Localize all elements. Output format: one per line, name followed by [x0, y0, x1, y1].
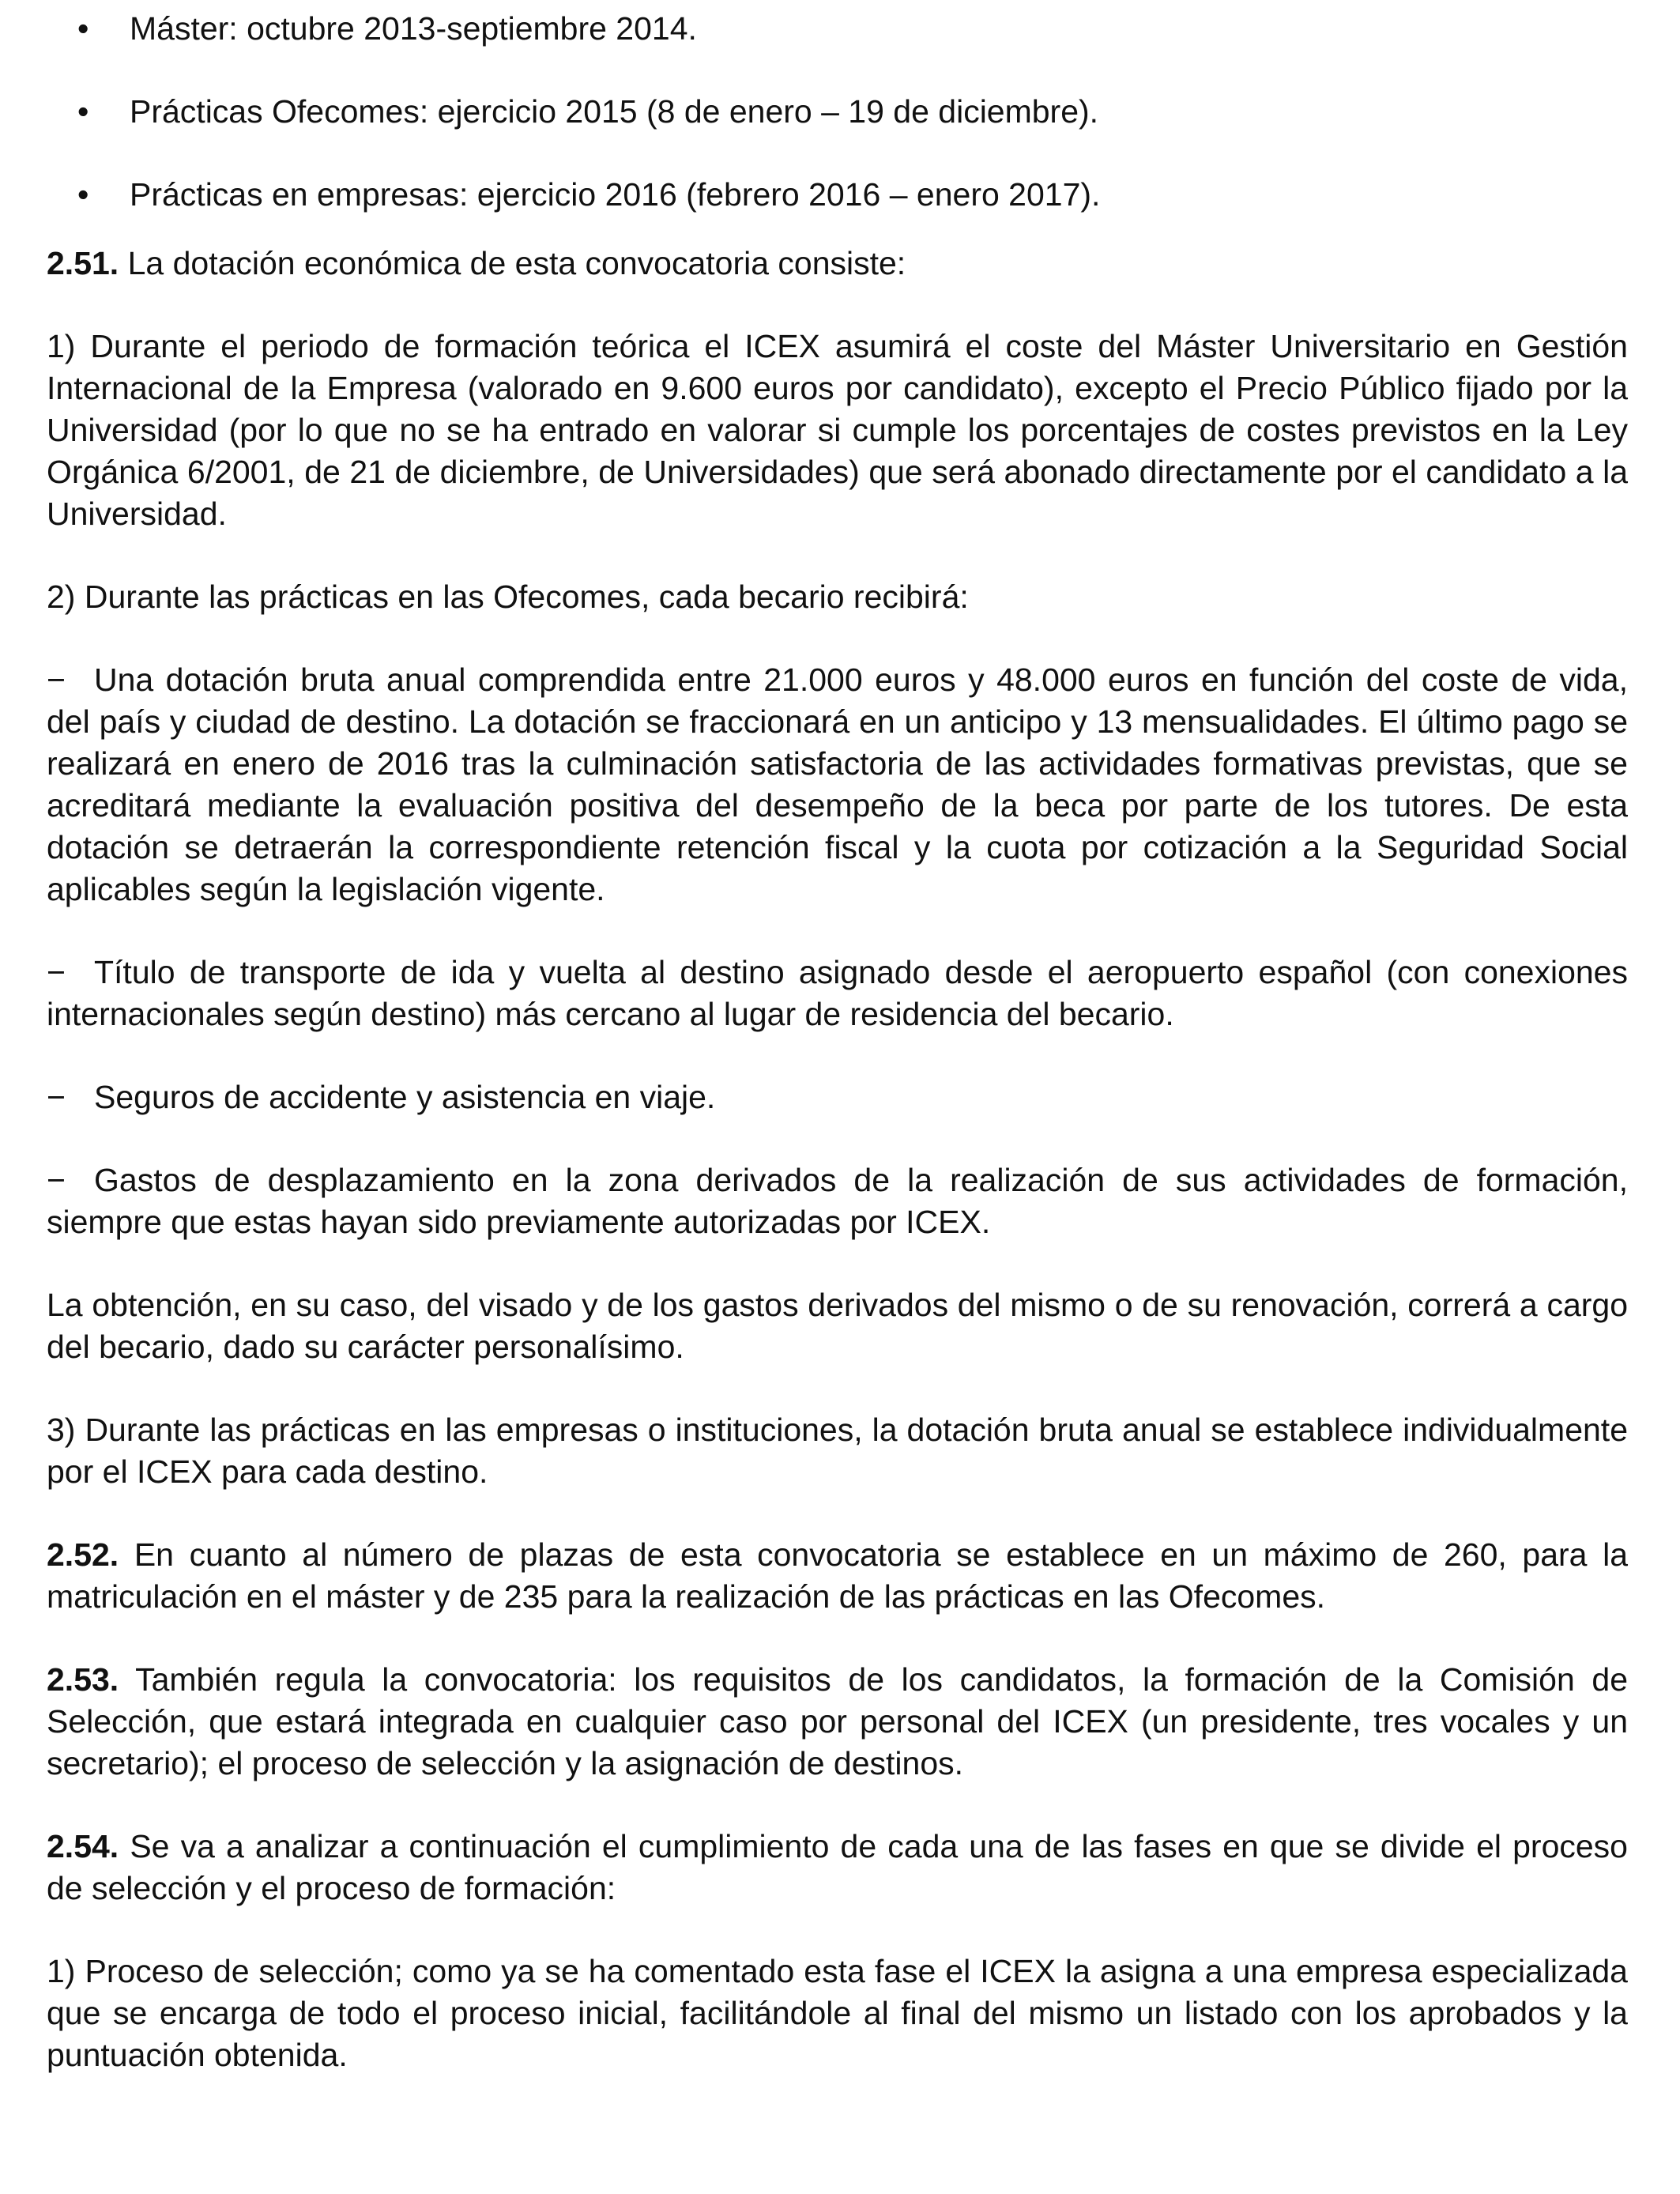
list-item	[47, 174, 1628, 216]
paragraph-practicas-empresas: 3) Durante las prácticas en las empresas o instituciones, la dotación bruta anual se establece individualmente por el ICEX para cada destino.	[47, 1412, 1628, 1490]
section-2-53	[47, 1659, 1628, 1785]
list-item-text: Prácticas Ofecomes: ejercicio 2015 (8 de enero – 19 de diciembre).	[130, 93, 1099, 130]
section-number: 2.52.	[47, 1536, 119, 1573]
dash-icon: −	[47, 662, 66, 698]
dash-icon: −	[47, 1079, 66, 1115]
list-item-text: Máster: octubre 2013-septiembre 2014.	[130, 10, 697, 47]
list-item	[47, 8, 1628, 50]
section-text: Se va a analizar a continuación el cumplimiento de cada una de las fases en que se divide el proceso de selección y el proceso de formación:	[47, 1828, 1628, 1906]
paragraph-proceso-seleccion: 1) Proceso de selección; como ya se ha comentado esta fase el ICEX la asigna a una empresa especializada que se encarga de todo el proceso inicial, facilitándole al final del mismo un listado con los aprobados y la puntuación obtenida.	[47, 1953, 1628, 2073]
bullet-icon: •	[77, 10, 89, 47]
dash-item-text: Título de transporte de ida y vuelta al destino asignado desde el aeropuerto español (con conexiones internacionales según destino) más cercano al lugar de residencia del becario.	[47, 954, 1628, 1032]
list-item-text: Prácticas en empresas: ejercicio 2016 (febrero 2016 – enero 2017).	[130, 176, 1101, 213]
section-text: La dotación económica de esta convocatoria consiste:	[119, 245, 906, 281]
dash-item-transporte	[47, 952, 1628, 1035]
dash-item-text: Una dotación bruta anual comprendida entre 21.000 euros y 48.000 euros en función del coste de vida, del país y ciudad de destino. La dotación se fraccionará en un anticipo y 13 mensualidades. El último pago se realizará en enero de 2016 tras la culminación satisfactoria de las actividades formativas previstas, que se acreditará mediante la evaluación positiva del desempeño de la beca por parte de los tutores. De esta dotación se detraerán la correspondiente retención fiscal y la cuota por cotización a la Seguridad Social aplicables según la legislación vigente.	[47, 662, 1628, 907]
bullet-icon: •	[77, 93, 89, 130]
section-2-52	[47, 1534, 1628, 1618]
dash-icon: −	[47, 954, 66, 990]
paragraph-visado: La obtención, en su caso, del visado y de los gastos derivados del mismo o de su renovación, correrá a cargo del becario, dado su carácter personalísimo.	[47, 1287, 1628, 1365]
section-2-51	[47, 243, 1628, 285]
paragraph-practicas-ofecomes: 2) Durante las prácticas en las Ofecomes, cada becario recibirá:	[47, 579, 969, 615]
section-number: 2.53.	[47, 1661, 119, 1698]
section-number: 2.54.	[47, 1828, 119, 1864]
dash-item-text: Seguros de accidente y asistencia en viaje.	[94, 1079, 716, 1115]
bullet-list	[47, 8, 1628, 216]
paragraph-formacion-teorica: 1) Durante el periodo de formación teórica el ICEX asumirá el coste del Máster Universitario en Gestión Internacional de la Empresa (valorado en 9.600 euros por candidato), excepto el Precio Público fijado por la Universidad (por lo que no se ha entrado en valorar si cumple los porcentajes de costes previstos en la Ley Orgánica 6/2001, de 21 de diciembre, de Universidades) que será abonado directamente por el candidato a la Universidad.	[47, 328, 1628, 532]
section-2-54	[47, 1826, 1628, 1909]
dash-item-text: Gastos de desplazamiento en la zona derivados de la realización de sus actividades de formación, siempre que estas hayan sido previamente autorizadas por ICEX.	[47, 1162, 1628, 1240]
dash-item-gastos	[47, 1159, 1628, 1243]
dash-item-seguros	[47, 1076, 1628, 1118]
list-item	[47, 91, 1628, 133]
section-text: También regula la convocatoria: los requisitos de los candidatos, la formación de la Comisión de Selección, que estará integrada en cualquier caso por personal del ICEX (un presidente, tres vocales y un secretario); el proceso de selección y la asignación de destinos.	[47, 1661, 1628, 1781]
document-page	[47, 8, 1628, 2076]
section-text: En cuanto al número de plazas de esta convocatoria se establece en un máximo de 260, para la matriculación en el máster y de 235 para la realización de las prácticas en las Ofecomes.	[47, 1536, 1628, 1615]
section-number: 2.51.	[47, 245, 119, 281]
bullet-icon: •	[77, 176, 89, 213]
dash-icon: −	[47, 1162, 66, 1198]
dash-item-dotacion	[47, 659, 1628, 910]
